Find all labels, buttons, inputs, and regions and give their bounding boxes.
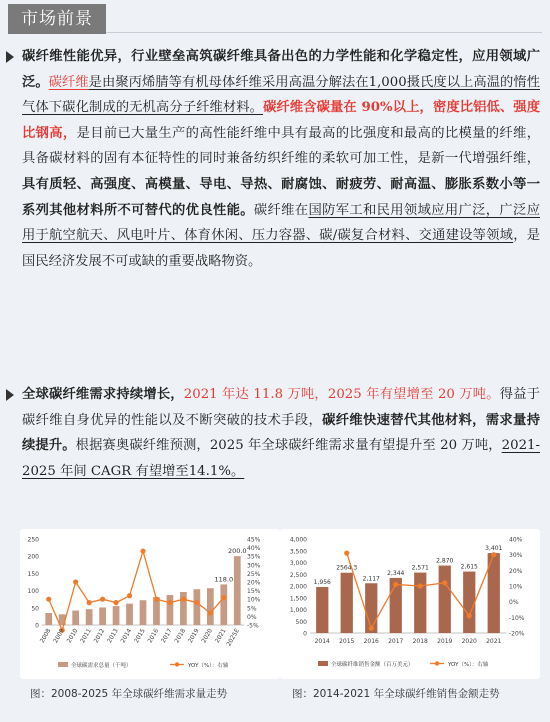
y-tick-label: 0 (35, 622, 39, 630)
bar (167, 595, 174, 625)
y2-tick-label: 10% (509, 583, 523, 591)
bar (99, 607, 106, 625)
x-tick-label: 2017 (159, 627, 174, 645)
highlight-stats: 碳纤维含碳量在 90%以上，密度比铝低、强度比钢高， (22, 100, 540, 141)
bar-value-label: 118.0 (214, 575, 234, 584)
bar (45, 613, 52, 625)
y-tick-label: 2,000 (289, 583, 307, 591)
body-text: ，是国民经济发展不可或缺的重要战略物资。 (22, 228, 540, 269)
section-title: 市场前景 (8, 4, 106, 34)
x-tick-label: 2018 (173, 627, 188, 645)
yoy-point (87, 600, 92, 605)
bar (113, 606, 120, 625)
body-text: 碳纤维在 (253, 202, 309, 218)
chart-global-demand (20, 529, 280, 679)
legend-swatch-bar (318, 661, 328, 666)
x-tick-label: 2015 (133, 627, 147, 645)
bar (126, 604, 133, 625)
definition-text: 是由聚丙烯腈等有机母体纤维采用高温分解法在1,000摄氏度以上高温的惰性气体下碳化制成的无机高分子纤维材料。 (22, 74, 541, 116)
x-tick-label: 2013 (106, 627, 120, 645)
legend-swatch-point (435, 661, 439, 665)
y-tick-label: 150 (27, 570, 39, 578)
y2-tick-label: -10% (509, 614, 525, 622)
y2-tick-label: 30% (509, 552, 523, 560)
x-tick-label: 2025E (225, 627, 241, 648)
y2-tick-label: 0% (247, 613, 257, 621)
y2-tick-label: -5% (247, 622, 259, 630)
y2-tick-label: 30% (247, 562, 261, 570)
bar-value-label: 2,615 (460, 563, 478, 571)
body-text: 得益于碳纤维自身优异的性能以及不断突破的技术手段， (22, 387, 541, 428)
legend-label: 全球碳需求总量（千吨） (71, 663, 132, 669)
y2-tick-label: 40% (509, 536, 523, 544)
bar (234, 556, 241, 625)
yoy-point (154, 597, 159, 602)
yoy-point (221, 595, 226, 600)
y-tick-label: 4,000 (289, 536, 307, 544)
bar-value-label: 200.0 (227, 547, 247, 556)
bar (194, 589, 201, 625)
bar (140, 600, 147, 625)
y-tick-label: 3,500 (289, 548, 307, 556)
yoy-point (167, 600, 172, 605)
x-tick-label: 2014 (119, 627, 134, 645)
yoy-point (369, 626, 374, 631)
y2-tick-label: -20% (509, 630, 525, 638)
yoy-point (127, 593, 132, 598)
yoy-point (467, 613, 472, 618)
legend-label: 全球碳纤维销售金额（百万美元） (331, 662, 414, 668)
y-tick-label: 50 (31, 605, 39, 613)
paragraph-carbon-fiber-properties (22, 44, 540, 274)
bar (207, 588, 214, 625)
chart-global-demand-svg (20, 529, 280, 679)
bar (86, 609, 93, 625)
x-tick-label: 2021 (213, 627, 228, 645)
y-tick-label: 200 (27, 553, 39, 561)
x-tick-label: 2018 (412, 638, 428, 645)
yoy-point (181, 597, 186, 602)
bullet-icon (6, 389, 14, 401)
yoy-point (73, 579, 78, 584)
y2-tick-label: 35% (247, 553, 261, 561)
y-tick-label: 2,500 (289, 571, 307, 579)
yoy-point (113, 600, 118, 605)
lead-text: 碳纤维性能优异，行业壁垒高筑碳纤维具备出色的力学性能和化学稳定性，应用领域广泛。 (22, 49, 540, 90)
caption-demand-chart: 图：2008-2025 年全球碳纤维需求量走势 (30, 688, 228, 700)
bar (439, 566, 451, 633)
legend-label: YOY（%）：右轴 (188, 663, 229, 669)
y-tick-label: 1,000 (289, 607, 307, 614)
cagr-text: 2021-2025 年间 CAGR 有望增至14.1%。 (22, 438, 540, 479)
x-tick-label: 2020 (200, 627, 215, 645)
paragraph-demand-growth (22, 382, 540, 484)
chart-global-sales-svg (280, 529, 540, 679)
y-tick-label: 100 (27, 588, 39, 596)
x-tick-label: 2021 (486, 638, 502, 645)
yoy-point (442, 580, 447, 585)
yoy-point (194, 600, 199, 605)
y2-tick-label: 40% (247, 545, 261, 553)
applications-text: 国防军工和民用领域应用广泛，广泛应用于航空航天、风电叶片、体育休闲、压力容器、碳/碳复合材料、交通建设等领域 (22, 202, 540, 244)
yoy-point (418, 583, 423, 588)
yoy-point (208, 610, 213, 615)
highlight-forecast: 2021 年达 11.8 万吨，2025 年有望增至 20 万吨。 (183, 387, 500, 402)
bar-value-label: 2,117 (362, 575, 380, 583)
highlight-term: 碳纤维 (48, 74, 89, 90)
bold-text: 碳纤维快速替代其他材料，需求量持续提升。 (22, 412, 540, 454)
yoy-point (46, 597, 51, 602)
bar-value-label: 2,571 (411, 564, 429, 572)
bullet-icon (6, 51, 14, 63)
bar (463, 572, 475, 633)
x-tick-label: 2019 (186, 627, 201, 645)
y2-tick-label: 20% (247, 579, 261, 587)
x-tick-label: 2010 (65, 627, 80, 645)
bar (365, 583, 377, 633)
x-tick-label: 2020 (461, 638, 477, 645)
y-tick-label: 1,500 (289, 595, 307, 603)
bar (220, 584, 227, 625)
x-tick-label: 2019 (437, 638, 453, 645)
y-tick-label: 0 (303, 630, 307, 638)
x-tick-label: 2016 (363, 638, 379, 645)
x-tick-label: 2015 (339, 638, 355, 645)
yoy-point (491, 552, 496, 557)
bar-value-label: 2564.3 (336, 564, 358, 572)
legend-label: YOY（%）：右轴 (448, 662, 489, 668)
x-tick-label: 2014 (314, 638, 330, 645)
bold-properties: 具有质轻、高强度、高模量、导电、导热、耐腐蚀、耐疲劳、耐高温、膨胀系数小等一系列其他材料所不可替代的优良性能。 (22, 176, 540, 218)
y-tick-label: 500 (295, 618, 307, 626)
x-tick-label: 2016 (146, 627, 161, 645)
y2-tick-label: 25% (247, 570, 261, 578)
legend-swatch-bar (58, 662, 68, 667)
lead-text: 全球碳纤维需求持续增长， (22, 387, 184, 402)
yoy-point (393, 582, 398, 587)
legend-swatch-point (175, 662, 179, 666)
yoy-point (344, 551, 349, 556)
x-tick-label: 2009 (52, 627, 66, 645)
bar (72, 611, 79, 625)
y2-tick-label: 10% (247, 596, 261, 604)
yoy-point (100, 597, 105, 602)
y2-tick-label: 20% (509, 567, 523, 575)
title-divider (106, 32, 542, 33)
x-tick-label: 2012 (92, 627, 107, 645)
body-text: 根据赛奥碳纤维预测，2025 年全球碳纤维需求量有望提升至 20 万吨， (75, 438, 502, 454)
bar (316, 587, 328, 633)
bar (414, 573, 426, 633)
y2-tick-label: 0% (509, 599, 519, 607)
y2-tick-label: 15% (247, 588, 261, 596)
x-tick-label: 2008 (38, 627, 53, 645)
bar-value-label: 2,870 (436, 557, 454, 565)
x-tick-label: 2017 (388, 638, 404, 645)
bar-value-label: 1,956 (313, 579, 331, 587)
bar-value-label: 3,401 (485, 545, 503, 553)
body-text: 是目前已大量生产的高性能纤维中具有最高的比强度和最高的比模量的纤维，具备碳材料的固有本征特性的同时兼备纺织纤维的柔软可加工性，是新一代增强纤维， (22, 125, 540, 167)
caption-sales-chart: 图：2014-2021 年全球碳纤维销售金额走势 (292, 688, 500, 700)
chart-global-sales (280, 529, 540, 679)
y-tick-label: 250 (27, 536, 39, 544)
bar-value-label: 2,344 (387, 569, 405, 577)
yoy-point (140, 548, 145, 553)
y-tick-label: 3,000 (289, 560, 307, 567)
bar (341, 573, 353, 633)
y2-tick-label: 5% (247, 605, 257, 613)
y2-tick-label: 45% (247, 536, 261, 544)
x-tick-label: 2011 (79, 627, 93, 645)
